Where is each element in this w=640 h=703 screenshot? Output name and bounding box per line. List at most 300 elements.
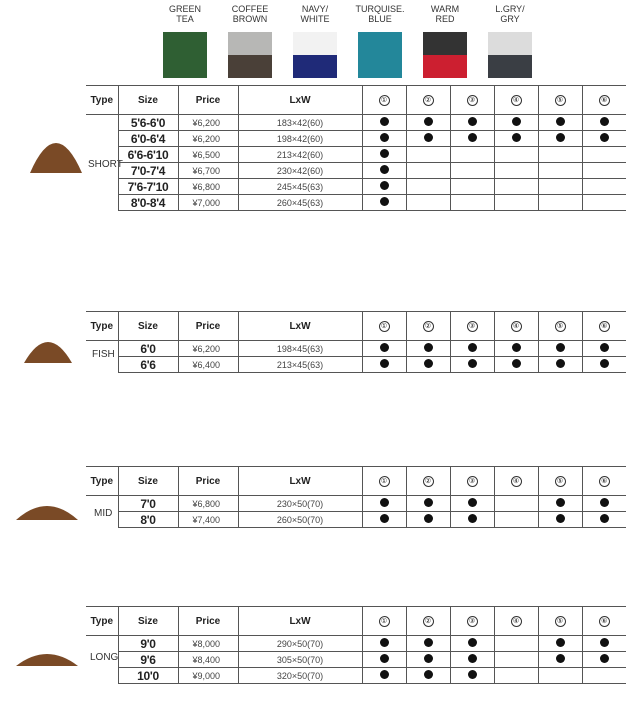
available-dot-icon [556, 498, 565, 507]
availability-cell [494, 341, 538, 357]
table-row [86, 341, 626, 357]
color-number: ① [379, 321, 390, 332]
type-cell [86, 147, 118, 163]
table-row [86, 115, 626, 131]
size-cell: 9'6 [118, 652, 178, 668]
size-header: Size [118, 86, 178, 115]
color-number-header [406, 467, 450, 496]
color-number: ① [379, 476, 390, 487]
available-dot-icon [468, 670, 477, 679]
price-cell: ¥6,200 [178, 131, 238, 147]
available-dot-icon [600, 514, 609, 523]
color-number: ③ [467, 321, 478, 332]
type-cell [86, 496, 118, 512]
size-header: Size [118, 607, 178, 636]
available-dot-icon [380, 359, 389, 368]
board-type-label: MID [94, 508, 113, 519]
color-number-header [582, 86, 626, 115]
availability-cell [406, 357, 450, 373]
available-dot-icon [556, 359, 565, 368]
availability-cell [494, 163, 538, 179]
color-number: ④ [511, 616, 522, 627]
availability-cell [538, 496, 582, 512]
color-number-header [406, 86, 450, 115]
size-cell: 5'6-6'0 [118, 115, 178, 131]
table-row [86, 496, 626, 512]
available-dot-icon [600, 359, 609, 368]
header-row [86, 607, 626, 636]
type-cell [86, 195, 118, 211]
price-cell: ¥8,000 [178, 636, 238, 652]
board-type-label: LONG [90, 652, 119, 663]
table-row [86, 195, 626, 211]
swatch-top-color [293, 32, 337, 55]
color-number-header [362, 607, 406, 636]
available-dot-icon [424, 117, 433, 126]
surfboard-silhouette-icon [14, 648, 80, 666]
availability-cell [450, 357, 494, 373]
price-cell: ¥6,400 [178, 357, 238, 373]
price-header: Price [178, 86, 238, 115]
available-dot-icon [468, 498, 477, 507]
swatch-top-color [423, 32, 467, 55]
availability-cell [582, 115, 626, 131]
surfboard-silhouette-icon [28, 133, 84, 173]
availability-cell [494, 357, 538, 373]
lxw-header: LxW [238, 607, 362, 636]
color-number: ③ [467, 616, 478, 627]
availability-cell [406, 512, 450, 528]
price-cell: ¥6,800 [178, 179, 238, 195]
availability-cell [538, 652, 582, 668]
availability-cell [362, 115, 406, 131]
color-number-header [450, 86, 494, 115]
available-dot-icon [556, 514, 565, 523]
color-number-header [582, 467, 626, 496]
swatch-color-block [488, 32, 532, 78]
available-dot-icon [380, 149, 389, 158]
color-number-header [538, 467, 582, 496]
availability-cell [362, 195, 406, 211]
availability-cell [494, 668, 538, 684]
availability-cell [450, 636, 494, 652]
type-cell [86, 341, 118, 357]
availability-cell [494, 512, 538, 528]
availability-cell [538, 668, 582, 684]
available-dot-icon [424, 359, 433, 368]
swatch-label: GREEN TEA [168, 4, 201, 24]
size-cell: 7'0-7'4 [118, 163, 178, 179]
availability-cell [406, 163, 450, 179]
available-dot-icon [600, 343, 609, 352]
availability-cell [538, 357, 582, 373]
availability-cell [450, 179, 494, 195]
board-type-label: FISH [92, 349, 115, 360]
color-swatch [415, 4, 475, 26]
availability-cell [406, 652, 450, 668]
available-dot-icon [468, 638, 477, 647]
availability-cell [362, 636, 406, 652]
availability-cell [406, 131, 450, 147]
color-swatch [155, 4, 215, 26]
size-cell: 9'0 [118, 636, 178, 652]
size-header: Size [118, 312, 178, 341]
available-dot-icon [380, 514, 389, 523]
lxw-cell: 198×45(63) [238, 341, 362, 357]
available-dot-icon [424, 670, 433, 679]
table-row [86, 652, 626, 668]
header-row [86, 467, 626, 496]
availability-cell [494, 115, 538, 131]
available-dot-icon [556, 638, 565, 647]
color-swatch [480, 4, 540, 26]
availability-cell [362, 147, 406, 163]
lxw-cell: 320×50(70) [238, 668, 362, 684]
available-dot-icon [556, 117, 565, 126]
color-number: ③ [467, 95, 478, 106]
available-dot-icon [380, 654, 389, 663]
available-dot-icon [468, 117, 477, 126]
type-cell [86, 115, 118, 131]
table-row [86, 668, 626, 684]
size-cell: 10'0 [118, 668, 178, 684]
availability-cell [582, 341, 626, 357]
availability-cell [406, 341, 450, 357]
color-number-header [494, 607, 538, 636]
price-cell: ¥6,200 [178, 115, 238, 131]
color-number: ② [423, 95, 434, 106]
color-number-header [494, 312, 538, 341]
color-number: ⑤ [555, 95, 566, 106]
availability-cell [494, 131, 538, 147]
price-cell: ¥9,000 [178, 668, 238, 684]
swatch-bottom-color [423, 55, 467, 78]
available-dot-icon [468, 514, 477, 523]
price-cell: ¥6,700 [178, 163, 238, 179]
size-cell: 7'0 [118, 496, 178, 512]
available-dot-icon [424, 343, 433, 352]
lxw-cell: 230×50(70) [238, 496, 362, 512]
color-number: ⑥ [599, 616, 610, 627]
availability-cell [538, 341, 582, 357]
table-row [86, 147, 626, 163]
type-header: Type [86, 86, 118, 115]
swatch-label: TURQUISE. BLUE [355, 4, 405, 24]
available-dot-icon [468, 359, 477, 368]
table-row [86, 131, 626, 147]
availability-cell [582, 163, 626, 179]
availability-cell [406, 668, 450, 684]
available-dot-icon [424, 654, 433, 663]
type-cell [86, 636, 118, 652]
color-swatches [0, 0, 640, 80]
lxw-cell: 260×50(70) [238, 512, 362, 528]
availability-cell [582, 668, 626, 684]
type-header: Type [86, 607, 118, 636]
swatch-label: L.GRY/ GRY [495, 4, 525, 24]
color-number-header [582, 312, 626, 341]
availability-cell [406, 195, 450, 211]
size-cell: 8'0-8'4 [118, 195, 178, 211]
available-dot-icon [600, 498, 609, 507]
available-dot-icon [512, 343, 521, 352]
size-header: Size [118, 467, 178, 496]
board-type-label: SHORT [88, 159, 123, 170]
availability-cell [362, 179, 406, 195]
size-cell: 7'6-7'10 [118, 179, 178, 195]
color-swatch [285, 4, 345, 26]
availability-cell [494, 636, 538, 652]
available-dot-icon [380, 638, 389, 647]
spec-table [86, 85, 626, 211]
availability-cell [582, 512, 626, 528]
table-row [86, 636, 626, 652]
availability-cell [494, 496, 538, 512]
price-cell: ¥6,200 [178, 341, 238, 357]
color-number: ② [423, 321, 434, 332]
availability-cell [582, 496, 626, 512]
available-dot-icon [600, 654, 609, 663]
color-number-header [494, 86, 538, 115]
type-cell [86, 163, 118, 179]
swatch-label: WARM RED [430, 4, 460, 24]
availability-cell [538, 195, 582, 211]
price-cell: ¥6,800 [178, 496, 238, 512]
price-cell: ¥8,400 [178, 652, 238, 668]
availability-cell [362, 512, 406, 528]
color-number: ③ [467, 476, 478, 487]
color-number: ① [379, 95, 390, 106]
color-number-header [538, 607, 582, 636]
color-number: ⑥ [599, 321, 610, 332]
color-number: ④ [511, 321, 522, 332]
type-header: Type [86, 312, 118, 341]
lxw-header: LxW [238, 467, 362, 496]
color-number-header [362, 467, 406, 496]
type-cell [86, 357, 118, 373]
availability-cell [450, 131, 494, 147]
available-dot-icon [556, 654, 565, 663]
availability-cell [494, 147, 538, 163]
size-cell: 6'0 [118, 341, 178, 357]
color-number-header [450, 467, 494, 496]
price-header: Price [178, 312, 238, 341]
availability-cell [406, 496, 450, 512]
swatch-top-color [228, 32, 272, 55]
lxw-header: LxW [238, 86, 362, 115]
available-dot-icon [512, 133, 521, 142]
available-dot-icon [424, 514, 433, 523]
swatch-bottom-color [293, 55, 337, 78]
available-dot-icon [424, 498, 433, 507]
swatch-color-block [423, 32, 467, 78]
availability-cell [494, 179, 538, 195]
availability-cell [582, 195, 626, 211]
swatch-color-block [163, 32, 207, 78]
availability-cell [450, 341, 494, 357]
price-cell: ¥7,400 [178, 512, 238, 528]
availability-cell [582, 652, 626, 668]
surfboard-silhouette-icon [22, 333, 74, 363]
availability-cell [538, 179, 582, 195]
availability-cell [362, 668, 406, 684]
available-dot-icon [380, 133, 389, 142]
type-cell [86, 668, 118, 684]
availability-cell [362, 652, 406, 668]
table-row [86, 163, 626, 179]
header-row [86, 86, 626, 115]
lxw-header: LxW [238, 312, 362, 341]
available-dot-icon [600, 117, 609, 126]
available-dot-icon [556, 133, 565, 142]
lxw-cell: 183×42(60) [238, 115, 362, 131]
type-cell [86, 652, 118, 668]
swatch-label: COFFEE BROWN [231, 4, 269, 24]
availability-cell [450, 163, 494, 179]
availability-cell [538, 636, 582, 652]
swatch-color-block [293, 32, 337, 78]
available-dot-icon [556, 343, 565, 352]
available-dot-icon [600, 133, 609, 142]
swatch-bottom-color [358, 55, 402, 78]
available-dot-icon [512, 359, 521, 368]
availability-cell [362, 341, 406, 357]
available-dot-icon [380, 343, 389, 352]
color-number-header [450, 607, 494, 636]
color-number-header [362, 312, 406, 341]
size-cell: 6'0-6'4 [118, 131, 178, 147]
swatch-bottom-color [488, 55, 532, 78]
lxw-cell: 245×45(63) [238, 179, 362, 195]
availability-cell [450, 195, 494, 211]
availability-cell [582, 357, 626, 373]
availability-cell [406, 636, 450, 652]
lxw-cell: 213×42(60) [238, 147, 362, 163]
availability-cell [406, 115, 450, 131]
availability-cell [406, 179, 450, 195]
swatch-bottom-color [163, 55, 207, 78]
lxw-cell: 305×50(70) [238, 652, 362, 668]
availability-cell [538, 115, 582, 131]
type-cell [86, 131, 118, 147]
availability-cell [450, 668, 494, 684]
surfboard-silhouette-icon [14, 498, 80, 520]
available-dot-icon [468, 654, 477, 663]
lxw-cell: 213×45(63) [238, 357, 362, 373]
price-header: Price [178, 467, 238, 496]
availability-cell [450, 115, 494, 131]
spec-table [86, 311, 626, 373]
lxw-cell: 290×50(70) [238, 636, 362, 652]
color-number: ⑥ [599, 476, 610, 487]
available-dot-icon [468, 343, 477, 352]
color-number-header [538, 312, 582, 341]
color-number-header [450, 312, 494, 341]
availability-cell [362, 163, 406, 179]
color-number: ② [423, 476, 434, 487]
type-cell [86, 512, 118, 528]
type-cell [86, 179, 118, 195]
size-cell: 6'6-6'10 [118, 147, 178, 163]
available-dot-icon [424, 133, 433, 142]
availability-cell [582, 147, 626, 163]
available-dot-icon [380, 181, 389, 190]
availability-cell [494, 195, 538, 211]
color-number-header [406, 607, 450, 636]
color-number: ⑥ [599, 95, 610, 106]
availability-cell [538, 131, 582, 147]
color-number: ④ [511, 476, 522, 487]
availability-cell [582, 131, 626, 147]
swatch-color-block [358, 32, 402, 78]
color-number-header [362, 86, 406, 115]
swatch-top-color [163, 32, 207, 55]
color-number-header [494, 467, 538, 496]
availability-cell [362, 496, 406, 512]
lxw-cell: 198×42(60) [238, 131, 362, 147]
availability-cell [494, 652, 538, 668]
available-dot-icon [380, 197, 389, 206]
type-header: Type [86, 467, 118, 496]
color-number: ⑤ [555, 476, 566, 487]
color-swatch [220, 4, 280, 26]
availability-cell [582, 636, 626, 652]
color-number: ① [379, 616, 390, 627]
header-row [86, 312, 626, 341]
availability-cell [362, 357, 406, 373]
color-swatch [350, 4, 410, 26]
swatch-top-color [358, 32, 402, 55]
lxw-cell: 230×42(60) [238, 163, 362, 179]
available-dot-icon [600, 638, 609, 647]
available-dot-icon [512, 117, 521, 126]
color-number: ⑤ [555, 321, 566, 332]
availability-cell [450, 512, 494, 528]
swatch-top-color [488, 32, 532, 55]
availability-cell [406, 147, 450, 163]
color-number: ④ [511, 95, 522, 106]
available-dot-icon [380, 670, 389, 679]
color-number-header [538, 86, 582, 115]
available-dot-icon [380, 117, 389, 126]
availability-cell [362, 131, 406, 147]
price-header: Price [178, 607, 238, 636]
color-number: ② [423, 616, 434, 627]
available-dot-icon [380, 498, 389, 507]
size-cell: 6'6 [118, 357, 178, 373]
availability-cell [538, 163, 582, 179]
color-number-header [406, 312, 450, 341]
availability-cell [450, 652, 494, 668]
swatch-label: NAVY/ WHITE [300, 4, 330, 24]
table-row [86, 179, 626, 195]
available-dot-icon [424, 638, 433, 647]
availability-cell [538, 512, 582, 528]
swatch-bottom-color [228, 55, 272, 78]
availability-cell [450, 496, 494, 512]
available-dot-icon [380, 165, 389, 174]
availability-cell [450, 147, 494, 163]
spec-table [86, 466, 626, 528]
price-cell: ¥6,500 [178, 147, 238, 163]
swatch-color-block [228, 32, 272, 78]
size-cell: 8'0 [118, 512, 178, 528]
table-row [86, 357, 626, 373]
spec-table [86, 606, 626, 684]
color-number: ⑤ [555, 616, 566, 627]
price-cell: ¥7,000 [178, 195, 238, 211]
table-row [86, 512, 626, 528]
